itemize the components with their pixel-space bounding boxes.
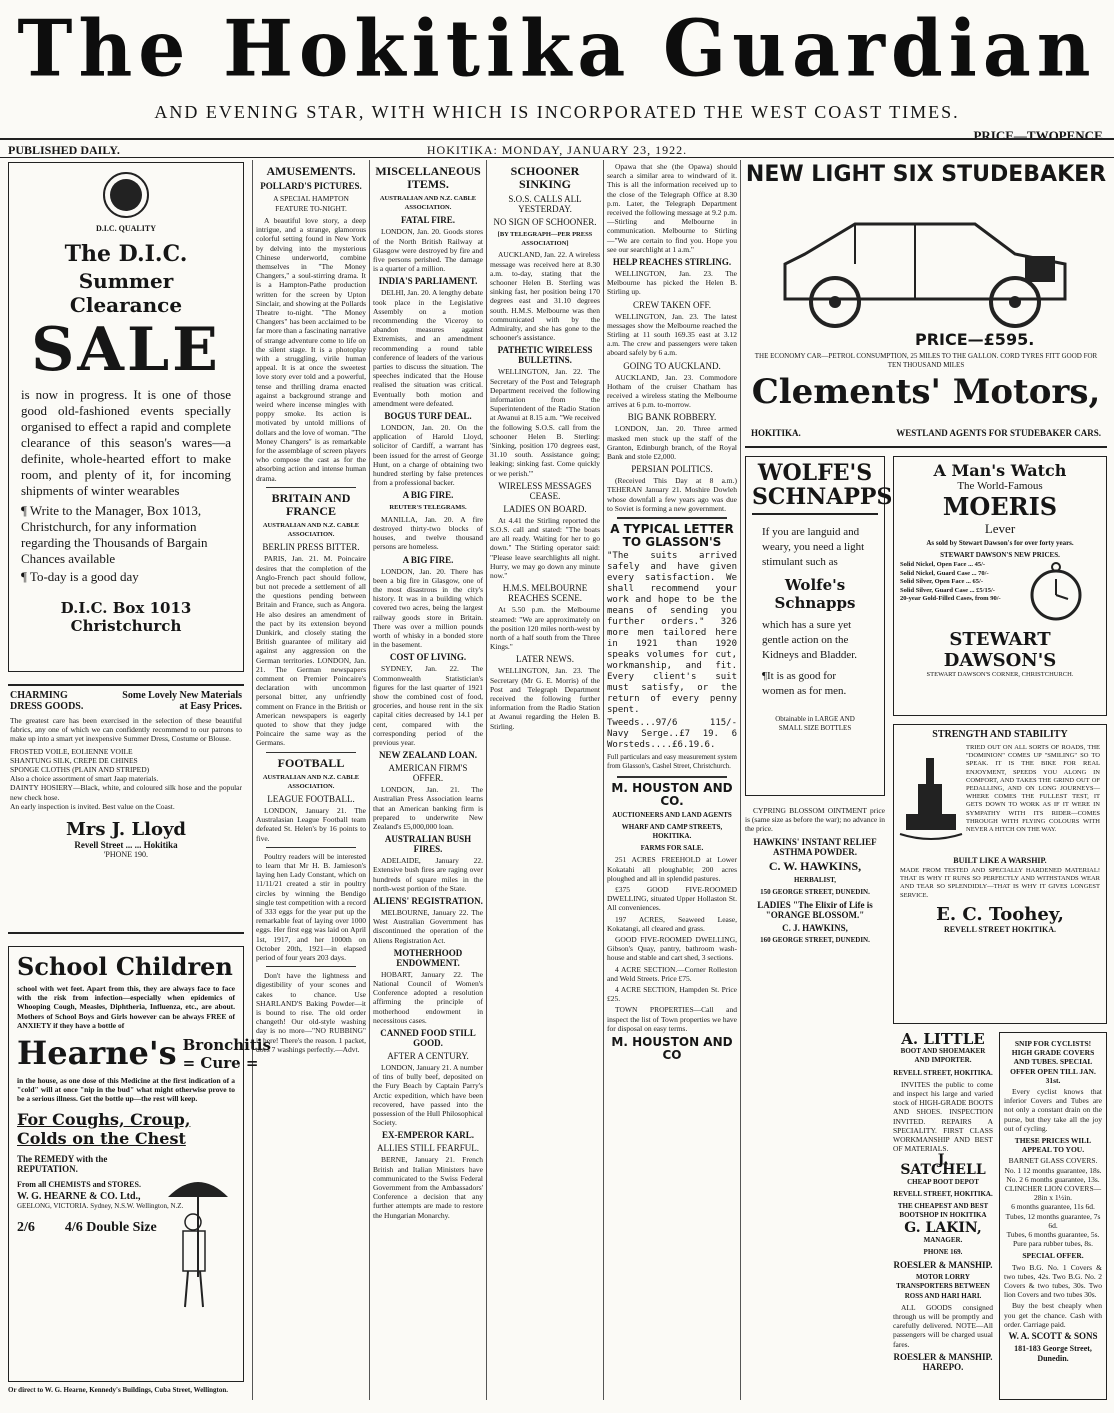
list-item: CLINCHER LION COVERS— [1004,1184,1102,1194]
toohey-name: E. C. Toohey, [936,903,1064,925]
column-news-and-ads [607,162,737,1402]
article-heading: HELP REACHES STIRLING. [612,257,732,268]
hawkins-trade: HERBALIST, [793,875,837,884]
listing-item: 4 ACRE SECTION, Hampden St. Price £25. [607,984,737,1004]
issue-date: HOKITIKA: MONDAY, JANUARY 23, 1922. [426,143,688,157]
satchell-depot: CHEAP BOOT DEPOT [907,1177,979,1186]
divider [266,847,356,848]
article-heading: CREW TAKEN OFF. [633,299,711,310]
boot-shop-ads [893,1032,993,1402]
wolfes-schnapps-ad [745,456,893,796]
dawson-name: STEWART DAWSON'S [943,629,1057,671]
divider [617,776,727,778]
dic-title: The D.I.C. [64,241,188,267]
article-body: Don't have the lightness and digestibility of your scones and cakes to chance. Use SHARLAND'S Baking Powder—it is bound to rise. The old order changeth! Our old-style washing day is no more—"NO RUBBING" is here! There's the reason. 1 packet, does 7 washings perfectly.—Advt. [256,971,366,1054]
warship-illustration-icon [900,744,962,854]
glasson-footer: Full particulars and easy measurement system from Glasson's, Cashel Street, Christchurch. [607,753,737,771]
houston-farms-heading: FARMS FOR SALE. [640,844,704,853]
list-item: Tubes, 12 months guarantee, 7s 6d. [1005,1211,1101,1230]
article-body: LONDON, Jan. 20. On the application of Harold Lloyd, solicitor of Cardiff, a warrant has been issued for the arrest of George Hunt, on a charge of obtaining two hundred sterling by false pretences from a professional backer. [373,423,483,488]
article-heading: EX-EMPEROR KARL. [382,1130,474,1141]
article-subheading: AMERICAN FIRM'S OFFER. [388,763,468,784]
article-body: Opawa that she (the Opawa) should search a similar area to windward of it. This is all the information received up to the close of the Telegraph Office at 8.30 p.m. Later, the Telegraph Department received the following message at 9.2 p.m.—Stirling and Melbourne in communication. Melbourne to Stirling—"We are certain to find you. Hope you see our searchlight at 1 a.m." [607,162,737,254]
section-subheading: AUSTRALIAN AND N.Z. CABLE ASSOCIATION. [262,521,360,539]
lloyd-item-list [10,747,242,811]
dic-sale-ad [8,162,244,672]
newspaper-subtitle: AND EVENING STAR, WITH WHICH IS INCORPORATED THE WEST COAST TIMES. [154,102,960,122]
divider [266,487,356,488]
ointment-note: CYPRING BLOSSOM OINTMENT price is (same size as before the war); no advance in the price. [745,806,885,834]
toohey-bicycle-ad [893,724,1107,1024]
section-subheading: BERLIN PRESS BITTER. [262,542,360,553]
cyclists-price-list [1004,1156,1102,1248]
listing-item: £375 GOOD FIVE-ROOMED DWELLING, situated Upper Hollaston St. All conveniences. [607,884,737,913]
lloyd-right-heading: Some Lovely New Materials at Easy Prices. [122,690,242,712]
glasson-letter: "The suits arrived safely and have given every satisfaction. We shall recommend your work and hope to be the means of sending you further orders." 326 more men tailored here in 1921 than 1920 speaks volumes for cut, workmanship, and fit. Every client's suit must satisfy, or the return of every penny spent. [607,551,737,716]
section-subheading: REUTER'S TELEGRAMS. [389,504,467,512]
article-body: AUCKLAND, Jan. 22. A wireless message was received here at 8.30 a.m. to-day, stating that the schooner Helen B. Sterling was sinking fast, her position being 170 degrees east and 31.10 degrees south. H.M.S. Melbourne was then communicated with by the Admiralty, and she has gone to the schooner's assistance. [490,250,600,343]
article-heading: PERSIAN POLITICS. [631,464,713,475]
listing-item: GOOD FIVE-ROOMED DWELLING, Gibson's Quay, pantry, bathroom wash-house and stable and cart shed, 3 sections. [607,934,737,963]
column-amusements [256,162,366,1402]
list-item: No. 2 6 months guarantee, 13s. [1006,1174,1100,1184]
moeris-sub: The World-Famous [957,480,1043,492]
dic-sale-word: SALE [31,315,221,385]
toohey-built: BUILT LIKE A WARSHIP. [953,856,1047,865]
lloyd-left-heading: CHARMING DRESS GOODS. [10,690,84,712]
article-heading: A BIG FIRE. [402,490,454,501]
divider [266,752,356,753]
list-item: SPONGE CLOTHS (PLAIN AND STRIPED) [10,765,150,775]
cyclists-heading: SNIP FOR CYCLISTS! HIGH GRADE COVERS AND TUBES. SPECIAL OFFER OPEN TILL JAN. 31st. [1010,1039,1096,1085]
article-heading: ALIENS' REGISTRATION. [373,895,483,906]
dic-subtitle: Summer Clearance [69,269,183,317]
cyclists-body: Every cyclist knows that inferior Covers and Tubes are not only a constant drain on the purse, but they take all the joy out of cycling. [1004,1087,1102,1133]
article-body: WELLINGTON, Jan. 22. The Secretary of the Post and Telegraph Department received the following information from the Superintendent of the Radio Station at Awanui at 8.15 a.m. "We received the following S.O.S. call from the schooner Helen B. Sterling: 'Sinking, position 170 degrees east, 31.10 south. Assistance going; leaking; sinking fast. Come quickly or we perish.'" [490,367,600,478]
article-heading: BOGUS TURF DEAL. [384,411,472,422]
list-item: 20-year Gold-Filled Cases, from 90/- [900,595,1001,602]
list-item: DAINTY HOSIERY—Black, white, and coloured silk hose and the popular new check hose. [10,783,242,802]
article-body: LONDON, Jan. 20. Three armed masked men stuck up the staff of the Granton, Edinburgh branch, of the Royal Bank and stole £2,000. [607,424,737,462]
article-subheading: AFTER A CENTURY. [387,1051,469,1062]
article-body: ADELAIDE, January 22. Extensive bush fires are raging over hundreds of square miles in the north-west portion of the State. [373,856,483,893]
toohey-head: STRENGTH AND STABILITY [932,729,1068,740]
listing-item: 197 ACRES, Seaweed Lease, Kokatangi, all cleared and grass. [607,914,737,933]
roesler-name: ROESLER & MANSHIP. [893,1260,993,1271]
masthead [0,0,1114,150]
list-item: 28in x 1½in. [1034,1193,1072,1203]
cyclists-buy: Buy the best cheaply when you get the chance. Cash with order. Carriage paid. [1004,1301,1102,1329]
hearne-company: W. G. HEARNE & CO. Ltd., [17,1190,141,1202]
article-heading: LATER NEWS. [516,654,574,665]
little-street: REVELL STREET, HOKITIKA. [893,1068,993,1077]
section-subheading: AUSTRALIAN AND N.Z. CABLE ASSOCIATION. [379,195,477,212]
column-rule [603,160,604,1400]
satchell-name: J. SATCHELL [900,1152,986,1178]
hawkins-address: 150 GEORGE STREET, DUNEDIN. [760,887,870,896]
studebaker-ad [745,160,1107,448]
studebaker-economy: THE ECONOMY CAR—PETROL CONSUMPTION, 25 MILES TO THE GALLON. CORD TYRES FITT GOOD FOR TEN THOUSAND MILES [754,352,1098,369]
section-subheading: A SPECIAL HAMPTON FEATURE TO-NIGHT. [273,194,349,213]
roesler-goods: ALL GOODS consigned through us will be promptly and carefully delivered. NOTE—All passengers will be charged usual fares. [893,1302,993,1349]
article-heading: CANNED FOOD STILL GOOD. [380,1028,476,1049]
cyclists-special: SPECIAL OFFER. [1022,1251,1084,1261]
orange-blossom-heading: LADIES "The Elixir of Life is "ORANGE BLOSSOM." [757,900,873,921]
article-body: LONDON, January 21. The Australasian League Football team defeated St. Helen's by 16 points to five. [256,805,366,843]
asthma-heading: HAWKINS' INSTANT RELIEF ASTHMA POWDER. [753,836,877,857]
hearne-cure: = Cure = [182,1054,259,1073]
clements-town: HOKITIKA. [751,428,801,438]
moeris-name: MOERIS [942,492,1058,521]
divider [266,966,356,967]
newspaper-price: PRICE—TWOPENCE. [973,128,1106,143]
glasson-prices: Tweeds...97/6 115/- Navy Serge..£7 19. 6 Worsteds....£6.19.6. [607,718,737,751]
wolfes-body-1: If you are languid and weary, you need a light stimulant such as [762,526,865,568]
column-rule [369,160,370,1400]
article-body: LONDON, Jan. 20. There has been a big fire in Glasgow, one of the most disastrous in the city's history. It was in a building which covered two acres, being the largest railway goods store in Britain. There was over a million pounds worth of whisky in a bonded store in the basement. [373,566,483,650]
toohey-body: TRIED OUT ON ALL SORTS OF ROADS, THE "DOMINION" COMES UP "SMILING" SO TO SPEAK. IT IS THE BIKE FOR REAL ENJOYMENT, SPEEDS YOU ALONG IN COMFORT, AND TAKES THE GRIND OUT OF PEDALLING, AND ON LONG JOURNEYS—WHERE COMES THE FULLEST TEST, IT GETS DOWN TO WORK AS IF IT WERE IN SYMPATHY WITH ITS RIDER—COMES THROUGH WITH FLYING COLOURS WITH NEVER A HITCH ON THE WAY. [966,744,1100,834]
section-subheading: POLLARD'S PICTURES. [260,181,362,191]
list-item: No. 1 12 months guarantee, 18s. [1004,1165,1102,1175]
article-body: HOBART, January 22. The National Council of Women's Conference adopted a resolution affirming the principle of motherhood endowment in necessitous cases. [373,969,483,1025]
article-heading: GOING TO AUCKLAND. [623,360,721,371]
hearne-bronchitis: Bronchitis [182,1036,271,1055]
hearne-price-small: 2/6 [17,1219,35,1235]
dateline-bar [0,138,1114,158]
hearne-remedy: The REMEDY with the REPUTATION. [17,1153,108,1174]
section-subheading: [BY TELEGRAPH—PER PRESS ASSOCIATION] [497,231,593,248]
roesler-footer: ROESLER & MANSHIP. HAREPO. [893,1351,993,1372]
dic-body: is now in progress. It is one of those good old-fashioned events specially organised to effect a rapid and complete clearance of this season's wares—a definite, whole-hearted effort to make room, and plenty of it, for incoming shipments of winter wearables [21,387,231,498]
lloyd-dress-goods-ad [8,684,244,934]
dic-quality-seal-icon [102,171,150,219]
moeris-price-list [900,561,1020,621]
dic-write-note: ¶ Write to the Manager, Box 1013, Christchurch, for any information regarding the Thousands of Bargain Chances available [21,503,208,566]
article-heading: A BIG FIRE. [402,554,454,565]
article-heading: WIRELESS MESSAGES CEASE. [498,480,592,501]
little-name: A. LITTLE [901,1030,985,1048]
moeris-sold: As sold by Stewart Dawson's for over forty years. [926,539,1074,547]
cyclists-offer: Two B.G. No. 1 Covers & two tubes, 42s. Two B.G. No. 2 Covers & two tubes, 30s. Two lion Covers and two tubes 30s. [1004,1262,1102,1300]
column-rule [252,160,253,1400]
article-subheading: ALLIES STILL FEARFUL. [377,1143,479,1154]
list-item: Also a choice assortment of smart Jaap materials. [10,774,159,784]
lakin-cheap: THE CHEAPEST AND BEST BOOTSHOP IN HOKITIKA [897,1202,989,1220]
moeris-head: A Man's Watch [933,461,1067,480]
clements-agents: WESTLAND AGENTS FOR STUDEBAKER CARS. [896,428,1101,438]
article-body: PARIS, Jan. 21. M. Poincaire desires that the completion of the Anglo-French pact should follow, but not precede a settlement of all the questions pending between Britain and France, such as Angora. He also desires an amendment of the pact by its extension beyond Dunkirk, and closely stating the British guarantee of military aid against any aggression on the German territories. LONDON, Jan. 21. The German newspapers comment on Premier Poincaire's declaration with uncommon personal bitter, any unfriendly comment on France in the British or American newspapers is eagerly quoted to show that they judge Poincaire the same way as the Germans. [256,554,366,748]
studebaker-car-illustration-icon [765,194,1085,334]
article-body: WELLINGTON, Jan. 23. The Secretary (Mr G. E. Morris) of the Post and Telegraph Department received the following further information from the Radio Station at Awanui regarding the Helen B. Stirling. [490,666,600,731]
wolfes-body-2: which has a sure yet gentle action on the Kidneys and Bladder. [762,619,858,661]
column-rule [486,160,487,1400]
hearne-bronchitis-ad [8,946,271,1382]
scott-address: 181-183 George Street, Dunedin. [1014,1344,1092,1363]
list-item: FROSTED VOILE, EOLIENNE VOILE [10,746,133,756]
article-heading: MOTHERHOOD ENDOWMENT. [393,947,463,968]
list-item: Tubes, 6 months guarantee, 5s. [1006,1230,1100,1240]
article-body: MANILLA, Jan. 20. A fire destroyed thirty-two blocks of houses, and twelve thousand persons are homeless. [373,514,483,552]
houston-title: M. HOUSTON AND CO. [611,780,733,808]
hearne-price-double: 4/6 Double Size [64,1219,157,1235]
cyclists-appeal: THESE PRICES WILL APPEAL TO YOU. [1014,1136,1092,1155]
article-heading: LADIES ON BOARD. [503,503,587,514]
newspaper-title: The Hokitika Guardian [17,3,1097,95]
moeris-prices-heading: STEWART DAWSON'S NEW PRICES. [940,551,1060,559]
article-body: A beautiful love story, a deep intrigue, and a strange, glamorous colorful setting found in New York by delving into the mysterious Chinese underworld, combine themselves in "The Money Changers," a soul-stirring drama. It is a Hampton-Pathe production written for the screen by Upton Sinclair, and showing at the Pollards Theatre to-night. "The Money Changers" has been acclaimed to be far more than a fascinating narrative of strange adventure come to life on the silent stage. It is a photoplay with a struggling, virile human appeal. It is at once the sweetest love story ever told and a powerful, tense and thrilling drama enacted against a background strange and weird where incense mingles with poppy smoke. Its action is motivated by untold millions of dollars and the love of woman. "The Money Changers" is as remarkable for the assemblage of screen players who compose the cast as for the absorbing action and intense human drama. [256,216,366,483]
satchell-street: REVELL STREET, HOKITIKA. [893,1190,993,1199]
list-item: BARNET GLASS COVERS. [1008,1156,1098,1166]
lakin-phone: PHONE 169. [923,1248,963,1257]
section-heading: SCHOONER SINKING [510,164,580,191]
dic-footer: D.I.C. Box 1013 Christchurch [60,599,192,635]
article-body: (Received This Day at 8 a.m.) TEHERAN January 21. Moshire Dowleh whose downfall a few years ago was due to Soviet is forming a new government. [607,476,737,513]
section-heading: AMUSEMENTS. [266,164,356,178]
section-heading: BRITAIN AND FRANCE [271,490,351,518]
glasson-title: A TYPICAL LETTER TO GLASSON'S [610,522,734,550]
listing-item: 251 ACRES FREEHOLD at Lower Kokatahi all ploughable; 200 acres ploughed and all in splendid pastures. [607,855,737,883]
article-body: AUCKLAND, Jan. 23. Commodore Hotham of the cruiser Chatham has received a wireless stating the Melbourne arrives at 6 p.m. to-morrow. [607,372,737,410]
wolfes-name: Wolfe's Schnapps [774,576,856,612]
article-heading: NEW ZEALAND LOAN. [378,750,478,761]
roesler-transport: MOTOR LORRY TRANSPORTERS BETWEEN ROSS AND HARI HARI. [896,1273,990,1300]
scott-cyclists-ad [999,1032,1107,1400]
list-item: Solid Silver, Open Face ... 65/- [900,578,983,585]
article-body: SYDNEY, Jan. 22. The Commonwealth Statistician's figures for the last quarter of 1921 show the combined cost of food, groceries, and house rent in the six capital cities decreased by 14.1 per cent, compared with the corresponding period of the previous year. [373,664,483,747]
article-body: BERNE, January 21. French British and Italian Ministers have communicated to the Swiss Federal Government from the Ambassadors' Conference a decision that any further attempts are made to restore the Hungarian Monarchy. [373,1155,483,1220]
houston-address: WHARF AND CAMP STREETS, HOKITIKA. [621,822,723,840]
toohey-made: MADE FROM TESTED AND SPECIALLY HARDENED MATERIAL! THAT IS WHY IT RUNS SO PERFECTLY AND WITHSTANDS WEAR AND TEAR SO SPLENDIDLY—THAT IS WHY IT GIVES LONGEST SERVICE. [900,867,1100,899]
list-item: 6 months guarantee, 11s 6d. [1011,1202,1095,1212]
divider [617,517,727,519]
houston-subtitle: AUCTIONEERS AND LAND AGENTS [612,810,732,819]
hawkins-address-2: 160 GEORGE STREET, DUNEDIN. [760,936,870,945]
article-body: LONDON, Jan. 21. The Australian Press Association learns that an American banking firm is prepared to underwrite New Zealand's £5,000,000 loan. [373,785,483,831]
lloyd-name: Mrs J. Lloyd [65,819,186,841]
hearne-brand: Hearne's [17,1034,177,1073]
article-heading: PATHETIC WIRELESS BULLETINS. [497,345,593,366]
article-body: At 5.50 p.m. the Melbourne steamed: "We are approximately on the position 120 miles north-west by north of a half south from the Three Kings." [490,605,600,652]
toohey-address: REVELL STREET HOKITIKA. [943,924,1057,934]
article-body: At 4.41 the Stirling reported the S.O.S. call and stated: "The boats are all ready. Waiting for her to go down." The Stirling operator said: "Please leave searchlights all night. Hurry, we may go down any minute now." [490,515,600,581]
dic-today-note: ¶ To-day is a good day [21,569,139,584]
article-body: LONDON, Jan. 20. Goods stores of the North British Railway at Glasgow were destroyed by fire and five persons perished. The damage is a quarter of a million. [373,227,483,274]
article-body: LONDON, January 21. A number of tins of bully beef, deposited on the Fury Beach by Captain Parry's Arctic expedition, which have been recovered, have passed into the possession of the Hull Philosophical Society. [373,1063,483,1128]
dic-logo: D.I.C. QUALITY [21,171,231,233]
article-body: WELLINGTON, Jan. 23. The Melbourne has picked the Helen B. Stirling up. [607,269,737,297]
article-body: Poultry readers will be interested to learn that Mr H. B. Jamieson's laying hen Lady Constant, which on 11/11/21 created a stir in poultry circles by winning the Bendigo single test competition with a record of 333 eggs for the year put up the remarkable feat of laying over 1000 eggs. Her first egg was laid on April 1st, 1917, and her 1000th on October 20th, 1921—in elapsed period of four years 203 days. [256,851,366,963]
list-item: Solid Silver, Guard Case ... £5/15/- [900,586,995,594]
section-subheading: LEAGUE FOOTBALL. [267,793,355,804]
boy-with-umbrella-illustration-icon [163,1167,233,1317]
article-body: MELBOURNE, January 22. The West Australian Government has discontinued the operation of the Aliens Registration Act. [373,907,483,945]
article-heading: FATAL FIRE. [400,215,455,226]
hearne-title: School Children [17,952,233,981]
list-item: Pure para rubber tubes, 8s. [1013,1239,1093,1249]
hearne-footer: Or direct to W. G. Hearne, Kennedy's Buildings, Cuba Street, Wellington. [8,1386,229,1394]
article-heading: INDIA'S PARLIAMENT. [378,276,478,287]
section-heading: MISCELLANEOUS ITEMS. [375,164,481,191]
wolfes-title: WOLFE'S SCHNAPPS [752,461,878,515]
studebaker-title: NEW LIGHT SIX STUDEBAKER [745,162,1107,187]
section-subheading: NO SIGN OF SCHOONER. [493,217,597,227]
scott-name: W. A. SCOTT & SONS [1008,1331,1098,1342]
hearne-body: school with wet feet. Apart from this, they are always face to face with the risk from infection—especially when epidemics of Whooping Cough, Measles, Diphtheria, Influenza, etc., are about. Mothers of School Boys and Girls however can be always FREE of ANXIETY if they have a bottle of [17,984,235,1030]
studebaker-price: PRICE—£595. [915,330,1035,349]
article-heading: AUSTRALIAN BUSH FIRES. [384,834,472,855]
article-heading: BIG BANK ROBBERY. [627,412,717,423]
houston-footer: M. HOUSTON AND CO [611,1034,733,1062]
article-body: WELLINGTON, Jan. 23. The latest messages show the Melbourne reached the Stirling at 11 south 169.35 east at 3.12 a.m. The crew and passengers were taken aboard safely by 6 a.m. [607,311,737,358]
column-schooner [490,162,600,1402]
moeris-watch-ad [893,456,1107,716]
hearne-coughs: For Coughs, Croup, Colds on the Chest [17,1109,191,1148]
hearne-from: From all CHEMISTS and STORES. [17,1179,141,1189]
lakin-name: G. LAKIN, [904,1219,982,1236]
list-item: An early inspection is invited. Best value on the Coast. [10,801,175,811]
list-item: SHANTUNG SILK, CREPE DE CHINES [10,755,138,765]
lloyd-intro: The greatest care has been exercised in the selection of these beautiful fabrics, any one of which we can confidently recommend to our patrons to make up into a smart yet inexpensive Summer Dress, Costume or Blouse. [10,716,242,744]
little-body: INVITES the public to come and inspect his large and varied stock of HIGH-GRADE BOOTS AND SHOES. INSPECTION INVITED. REPAIRS A SPECIALITY. FIRST CLASS WORKMANSHIP AND BEST OF MATERIALS. [893,1079,993,1154]
hearne-cities: GEELONG, VICTORIA. Sydney, N.S.W. Wellington, N.Z. [17,1201,184,1210]
listing-item: 4 ACRE SECTION.—Corner Rolleston and Weld Streets. Price £75. [607,964,737,983]
wolfes-obtain: Obtainable in LARGE AND SMALL SIZE BOTTLES [775,715,855,732]
hawkins-name: C. W. HAWKINS, [768,858,862,873]
little-trade: BOOT AND SHOEMAKER AND IMPORTER. [900,1047,986,1065]
clements-motors: Clements' Motors, [751,372,1101,412]
published-daily: PUBLISHED DAILY. [8,143,120,157]
wolfes-body-3: ¶It is as good for women as for men. [762,670,847,697]
section-subheading: AUSTRALIAN AND N.Z. CABLE ASSOCIATION. [262,773,360,790]
article-heading: H.M.S. MELBOURNE REACHES SCENE. [502,583,588,604]
section-subheading: S.O.S. CALLS ALL YESTERDAY. [508,194,582,214]
list-item: Solid Nickel, Guard Case ... 70/- [900,569,989,577]
column-rule [740,160,741,1400]
listing-item: TOWN PROPERTIES—Call and inspect the list of Town properties we have for disposal on easy terms. [607,1005,737,1033]
column-miscellaneous [373,162,483,1402]
lloyd-address: Revell Street ... ... Hokitika [74,840,178,851]
article-heading: COST OF LIVING. [389,652,467,663]
article-body: DELHI, Jan. 20. A lengthy debate took place in the Legislative Assembly on a motion recommending the Viceroy to abandon measures against Extremists, and an amendment recommending a round table conference of leaders of the various parties to discuss the situation. The speeches indicated that the House realised the situation was critical. Eventually both motion and amendment were defeated. [373,288,483,408]
hearne-body-2: in the house, as one dose of this Medicine at the first indication of a "cold" will at once "nip in the bud" what might otherwise prove to be a serious illness. Get the bottle up—the rest will keep. [17,1076,235,1104]
lakin-manager: MANAGER. [923,1235,963,1244]
lloyd-phone: 'PHONE 190. [103,850,149,860]
hawkins-name-2: C. J. HAWKINS, [782,923,848,934]
moeris-lever: Lever [984,521,1016,536]
list-item: Solid Nickel, Open Face ... 45/- [900,561,986,568]
section-heading: FOOTBALL [277,755,345,770]
blossom-hawkins-ads [745,806,885,1401]
dawson-corner: STEWART DAWSON'S CORNER, CHRISTCHURCH. [926,671,1074,678]
pocket-watch-icon [1026,561,1086,621]
